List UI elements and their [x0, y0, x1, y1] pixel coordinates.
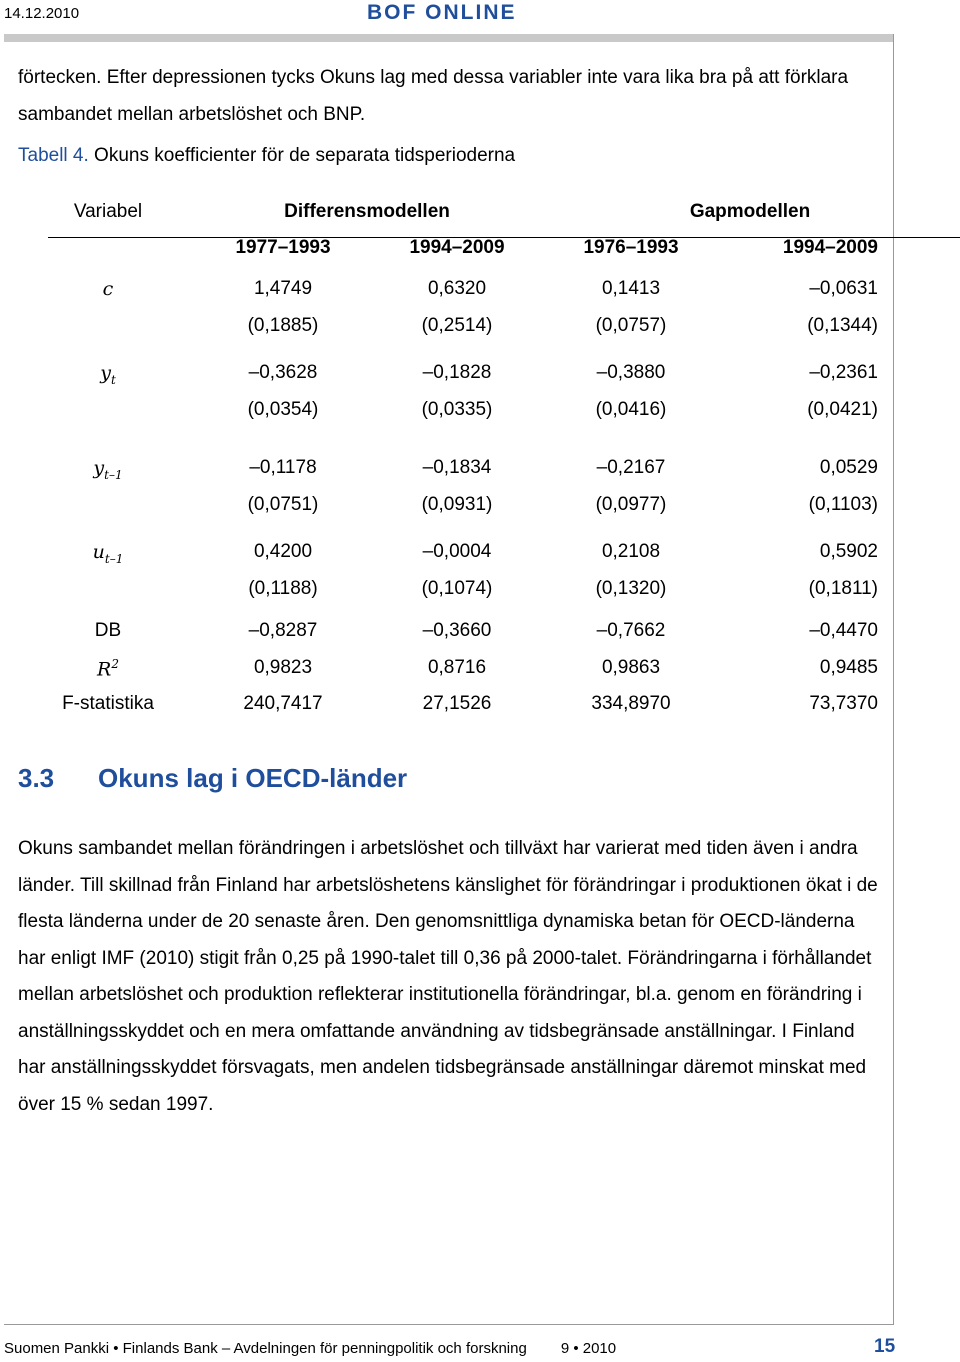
coefficient-value: –0,0631	[809, 278, 878, 299]
intro-paragraph: förtecken. Efter depressionen tycks Okuns lag med dessa variabler inte vara lika bra på att förklara sambandet mellan arbetslöshet och BNP.	[18, 67, 849, 125]
coefficient-value: 0,5902	[819, 541, 878, 562]
coefficient-value: –0,2361	[809, 362, 878, 383]
stat-value: 240,7417	[243, 693, 323, 714]
stat-value: –0,8287	[248, 620, 318, 641]
footer-text	[4, 1340, 616, 1357]
group-header-gap-model: Gapmodellen	[689, 201, 811, 222]
standard-error: (0,1885)	[247, 315, 319, 336]
group-header-difference-model: Differensmodellen	[284, 201, 450, 222]
header-rule	[4, 34, 894, 42]
period-header: 1994–2009	[782, 237, 878, 258]
row-label: $y_{t-1}$	[93, 457, 123, 482]
coefficient-value: –0,0004	[422, 541, 492, 562]
body-paragraph: Okuns sambandet mellan förändringen i arbetslöshet och tillväxt har varierat med tiden även i andra länder. Till skillnad från Finland har arbetslöshetens känslighet för förändringar i produktionen ökat i de flesta länderna under de 20 senaste åren. Den genomsnittliga dynamiska betan för OECD-länderna har enligt IMF (2010) stigit från 0,25 på 1990-talet till 0,36 på 2000-talet. Förändringarna i förhållandet mellan arbetslöshet och produktion reflekterar institutionella förändringar, bl.a. genom en förändring i anställningsskyddet och en mera omfattande användning av tidsbegränsade anställningar. I Finland har anställningsskyddet försvagats, men andelen tidsbegränsade anställningar däremot minskat med över 15 % sedan 1997.	[18, 838, 878, 1115]
stat-value: 0,9485	[819, 657, 878, 678]
page-number: 15	[874, 1336, 896, 1357]
standard-error: (0,0416)	[595, 399, 667, 420]
row-label: c	[102, 278, 114, 300]
standard-error: (0,1320)	[595, 578, 667, 599]
period-header: 1994–2009	[409, 237, 505, 258]
standard-error: (0,0421)	[807, 399, 878, 420]
coefficient-value: 0,4200	[253, 541, 313, 562]
stat-value: 0,9863	[601, 657, 661, 678]
table-caption-text: Okuns koefficienter för de separata tidsperioderna	[88, 145, 516, 166]
standard-error: (0,1188)	[248, 578, 318, 599]
coefficient-value: –0,1834	[422, 457, 492, 478]
standard-error: (0,0931)	[421, 494, 493, 515]
coefficient-value: –0,2167	[596, 457, 666, 478]
standard-error: (0,1811)	[808, 578, 878, 599]
page-frame-right	[893, 34, 894, 1324]
table-caption	[18, 145, 515, 167]
stat-value: 334,8970	[591, 693, 671, 714]
page-frame-bottom	[4, 1324, 894, 1325]
row-label: $y_t$	[100, 362, 116, 387]
section-heading	[18, 763, 407, 794]
coefficient-value: –0,3880	[596, 362, 666, 383]
stat-value: 0,8716	[427, 657, 487, 678]
stat-value: –0,3660	[422, 620, 492, 641]
stat-label: $R^2$	[97, 657, 119, 681]
standard-error: (0,2514)	[421, 315, 493, 336]
standard-error: (0,0354)	[247, 399, 319, 420]
standard-error: (0,0977)	[595, 494, 667, 515]
footer-publisher: Suomen Pankki • Finlands Bank – Avdelningen för penningpolitik och forskning	[4, 1340, 527, 1357]
section-number: 3.3	[18, 763, 55, 793]
coefficient-value: –0,1828	[422, 362, 492, 383]
coefficient-value: 0,1413	[601, 278, 661, 299]
coefficient-value: –0,1178	[249, 457, 317, 478]
coefficient-value: –0,3628	[248, 362, 318, 383]
standard-error: (0,1103)	[808, 494, 878, 515]
stat-value: 0,9823	[253, 657, 313, 678]
period-header: 1976–1993	[583, 237, 679, 258]
section-title: Okuns lag i OECD-länder	[98, 763, 408, 793]
stat-label: F-statistika	[62, 693, 154, 714]
standard-error: (0,1074)	[421, 578, 493, 599]
coefficient-value: 0,6320	[427, 278, 487, 299]
stat-value: –0,4470	[809, 620, 878, 641]
coefficient-value: 0,2108	[601, 541, 661, 562]
table-caption-tag: Tabell 4.	[18, 145, 89, 166]
standard-error: (0,0335)	[421, 399, 493, 420]
stat-value: 73,7370	[809, 693, 878, 714]
coefficient-value: 1,4749	[253, 278, 313, 299]
footer-issue: 9 • 2010	[560, 1340, 617, 1357]
coefficient-value: 0,0529	[819, 457, 878, 478]
standard-error: (0,0757)	[595, 315, 667, 336]
standard-error: (0,1344)	[807, 315, 878, 336]
period-header: 1977–1993	[235, 237, 331, 258]
header-date: 14.12.2010	[4, 5, 80, 22]
row-label: $u_{t-1}$	[92, 541, 124, 566]
column-header-variable: Variabel	[73, 201, 143, 222]
stat-value: 27,1526	[422, 693, 492, 714]
stat-label: DB	[94, 620, 122, 641]
standard-error: (0,0751)	[247, 494, 319, 515]
header-title: BOF ONLINE	[367, 1, 517, 24]
stat-value: –0,7662	[596, 620, 666, 641]
